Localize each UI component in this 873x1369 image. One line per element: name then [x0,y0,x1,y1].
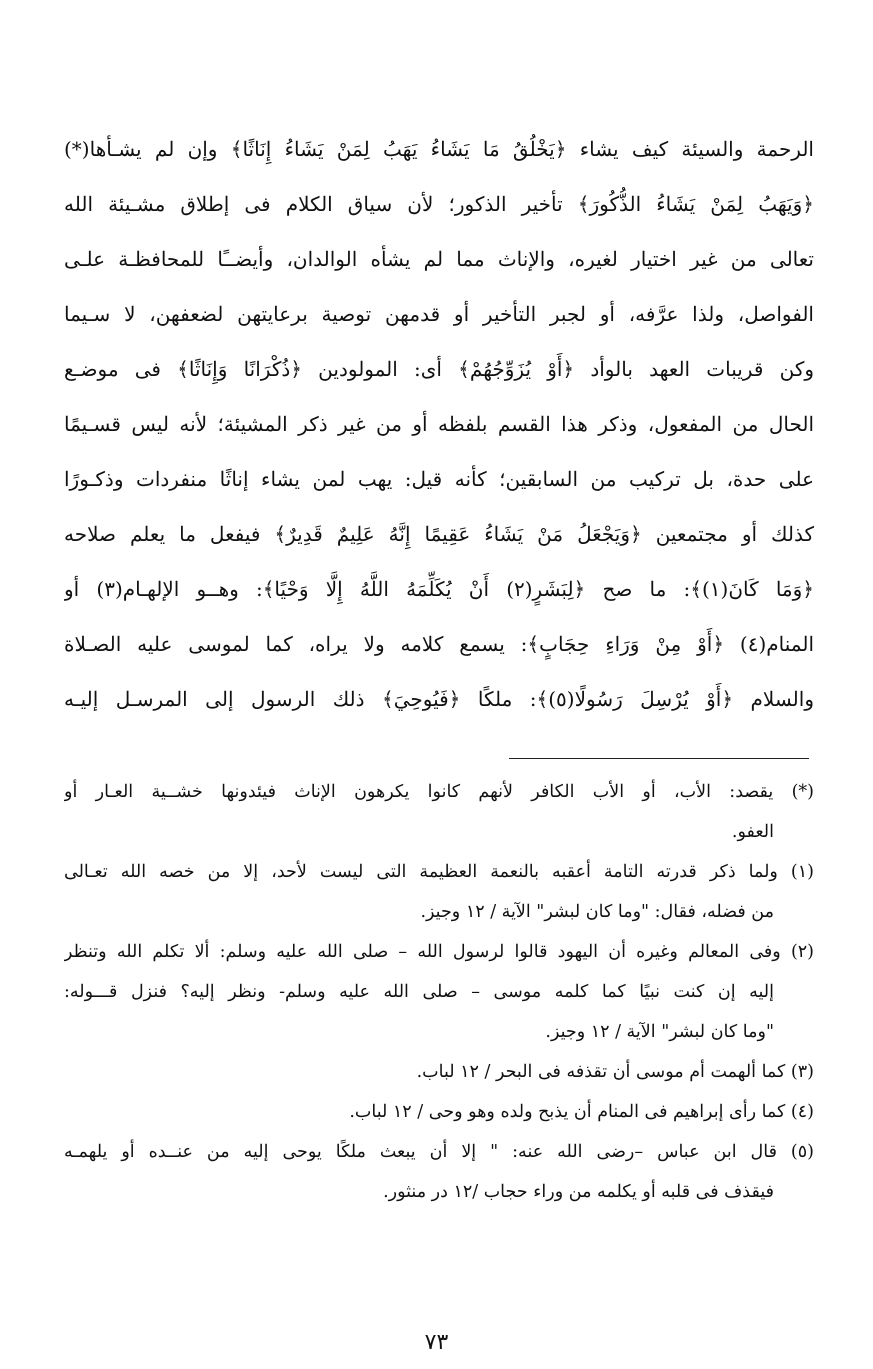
footnote-line: (٥) قال ابن عباس –رضى الله عنه: " إلا أن يبعث ملكًا يوحى إليه من عنــده أو يلهمـه [64,1142,814,1162]
footnotes-block [64,772,814,1212]
footnote-line: (*) يقصد: الأب، أو الأب الكافر لأنهم كانوا يكرهون الإناث فيئدونها خشــية العـار أو [64,782,814,802]
main-text-line: المنام(٤) ﴿أَوْ مِنْ وَرَاءِ حِجَابٍ﴾: يسمع كلامه ولا يراه، كما لموسى عليه الصـلاة [64,632,814,656]
footnote-line: العفو. [731,822,774,842]
footnote-2 [64,932,814,1052]
main-text-line: والسلام ﴿أَوْ يُرْسِلَ رَسُولًا(٥)﴾: ملكًا ﴿فَيُوحِيَ﴾ ذلك الرسول إلى المرسـل إليـه [64,687,814,711]
footnote-line: (٣) كما ألهمت أم موسى أن تقذفه فى البحر / ١٢ لباب. [416,1062,814,1082]
footnote-line: إليه إن كنت نبيًا كما كلمه موسى – صلى الله عليه وسلم- ونظر إليه؟ فنزل قـــوله: [64,982,774,1002]
main-text-line: ﴿وَمَا كَانَ(١)﴾: ما صح ﴿لِبَشَرٍ(٢) أَنْ يُكَلِّمَهُ اللَّهُ إِلَّا وَحْيًا﴾: وهــو الإلهـام(٣) أو [64,577,814,601]
footnote-line: (٤) كما رأى إبراهيم فى المنام أن يذبح ولده وهو وحى / ١٢ لباب. [349,1102,814,1122]
footnote-line: (٢) وفى المعالم وغيره أن اليهود قالوا لرسول الله – صلى الله عليه وسلم: ألا تكلم الله وتنظر [64,942,814,962]
main-text-line: وكن قريبات العهد بالوأد ﴿أَوْ يُزَوِّجُهُمْ﴾ أى: المولودين ﴿ذُكْرَانًا وَإِنَاثًا﴾ فى موضـع [64,357,814,381]
page-number: ٧٣ [424,1330,449,1355]
footnote-line: "وما كان لبشر" الآية / ١٢ وجيز. [545,1022,774,1042]
footnote-divider [509,758,809,759]
main-text-line: كذلك أو مجتمعين ﴿وَيَجْعَلُ مَنْ يَشَاءُ عَقِيمًا إِنَّهُ عَلِيمٌ قَدِيرٌ﴾ فيفعل ما يعلم صلاحه [64,522,814,546]
main-text-line: على حدة، بل تركيب من السابقين؛ كأنه قيل: يهب لمن يشاء إناثًا منفردات وذكـورًا [64,467,814,491]
footnote-3 [64,1052,814,1092]
main-text-line: الحال من المفعول، وذكر هذا القسم بلفظه أو من غير ذكر المشيئة؛ لأنه ليس قسـيمًا [64,412,814,436]
main-text-line: الرحمة والسيئة كيف يشاء ﴿يَخْلُقُ مَا يَشَاءُ يَهَبُ لِمَنْ يَشَاءُ إِنَاثًا﴾ وإن لم يشـأها(*) [64,137,814,161]
main-text-line: الفواصل، ولذا عرَّفه، أو لجبر التأخير أو قدمهن توصية برعايتهن لضعفهن، لا سـيما [64,302,814,326]
footnote-line: (١) ولما ذكر قدرته التامة أعقبه بالنعمة العظيمة التى ليست لأحد، إلا من خصه الله تعـالى [64,862,814,882]
main-text-block [64,122,814,727]
footnote-1 [64,852,814,932]
footnote-line: فيقذف فى قلبه أو يكلمه من وراء حجاب /١٢ در منثور. [383,1182,774,1202]
main-text-line: ﴿وَيَهَبُ لِمَنْ يَشَاءُ الذُّكُورَ﴾ تأخير الذكور؛ لأن سياق الكلام فى إطلاق مشـيئة الله [64,192,814,216]
footnote-line: من فضله، فقال: "وما كان لبشر" الآية / ١٢ وجيز. [420,902,774,922]
footnote-5 [64,1132,814,1212]
main-text-line: تعالى من غير اختيار لغيره، والإناث مما لم يشأه الوالدان، وأيضــًا للمحافظـة علـى [64,247,814,271]
footnote-4 [64,1092,814,1132]
footnote-star [64,772,814,852]
